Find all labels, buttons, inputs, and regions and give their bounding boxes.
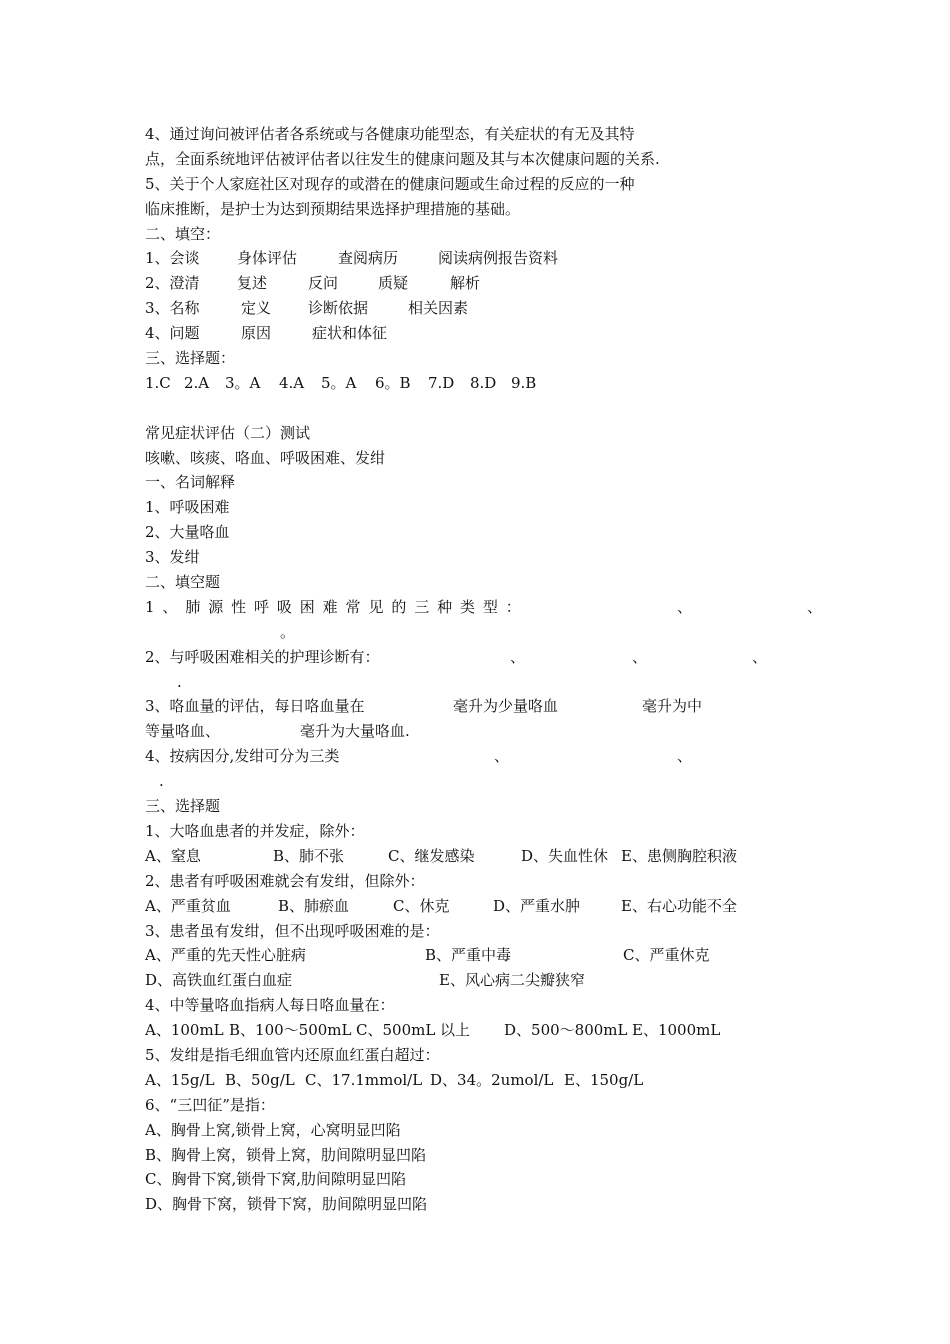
fill-blank-1-char: 1 [145,597,155,616]
fill-blank-2: 2、与呼吸困难相关的护理诊断有： 、 、 、 [145,647,768,666]
question-1: 1、大咯血患者的并发症，除外： [145,821,365,840]
fill-blank-1-char: 呼 [253,597,269,616]
document-page [145,122,825,1217]
fill-blank-1-text [145,595,521,620]
term-item: 3、发绀 [145,548,200,567]
answer-4-line-1: 4、通过询问被评估者各系统或与各健康功能型态，有关症状的有无及其特 [145,125,635,143]
choice-heading: 三、选择题： [145,349,236,368]
fill-blank-1-char: 吸 [276,597,292,616]
fill-answer-row: 1、会谈 身体评估 查阅病历 阅读病例报告资料 [145,249,559,268]
question-2: 2、患者有呼吸困难就会有发绀，但除外： [145,871,425,890]
question-6-option: A、胸骨上窝,锁骨上窝，心窝明显凹陷 [145,1120,401,1139]
fill-blank-1-char: 困 [299,597,315,616]
fill-blank-1-char: 种 [437,597,453,616]
fill-blank-1-char: 源 [208,597,224,616]
fill-blank-1-char: 三 [414,597,430,616]
fill-blank-1-char: 见 [368,597,384,616]
fill-blank-4-end: . [159,772,164,791]
fill-heading: 二、填空： [145,224,221,243]
choice-heading-2: 三、选择题 [145,797,221,816]
test-subtitle: 咳嗽、咳痰、咯血、呼吸困难、发绀 [145,448,386,467]
fill-blank-1-char: 、 [162,597,178,616]
question-3-options: A、严重的先天性心脏病 B、严重中毒 C、严重休克 [145,946,710,965]
fill-blank-1-char: 型 [482,597,498,616]
term-item: 1、呼吸困难 [145,498,230,517]
fill-blank-4: 4、按病因分,发绀可分为三类 、 、 [145,747,693,766]
question-4: 4、中等量咯血指病人每日咯血量在： [145,996,395,1015]
terms-heading: 一、名词解释 [145,473,236,492]
fill-blank-1: 1 、 肺 源 性 呼 吸 困 难 常 见 的 三 种 类 型 ： 、 、 [145,595,825,620]
choice-answers-row: 1.C 2.A 3。A 4.A 5。A 6。B 7.D 8.D 9.B [145,373,537,392]
question-3: 3、患者虽有发绀，但不出现呼吸困难的是： [145,921,440,940]
term-item: 2、大量咯血 [145,523,230,542]
question-6-option: C、胸骨下窝,锁骨下窝,肋间隙明显凹陷 [145,1170,407,1189]
question-4-options: A、100mL B、100～500mL C、500mL 以上 D、500～800mL E、1000mL [145,1021,721,1040]
fill-blank-1-char: 常 [345,597,361,616]
fill-blank-1-char: 的 [391,597,407,616]
answer-4-line-2: 点，全面系统地评估被评估者以往发生的健康问题及其与本次健康问题的关系. [145,149,660,168]
fill-blank-1-char: 性 [231,597,247,616]
fill-blank-3: 3、咯血量的评估，每日咯血量在 毫升为少量咯血 毫升为中 [145,697,703,716]
fill-blank-1-char: ： [505,597,521,616]
question-5-options: A、15g/L B、50g/L C、17.1mmol/L D、34。2umol/L E、150g/L [145,1070,644,1089]
test-title: 常见症状评估（二）测试 [145,423,311,442]
fill-blank-3-cont: 等量咯血、 毫升为大量咯血. [145,722,410,741]
fill-blank-1-char: 类 [460,597,476,616]
fill-blank-1-end: 。 [280,622,296,641]
fill-blank-1-char: 难 [322,597,338,616]
fill-answer-row: 3、名称 定义 诊断依据 相关因素 [145,299,469,318]
question-6: 6、“三凹征”是指： [145,1095,275,1114]
answer-5-line-1: 5、关于个人家庭社区对现存的或潜在的健康问题或生命过程的反应的一种 [145,174,635,193]
question-1-options: A、窒息 B、肺不张 C、继发感染 D、失血性休 E、患侧胸腔积液 [145,846,737,865]
fill-blank-heading: 二、填空题 [145,573,221,592]
fill-blank-2-end: . [177,672,182,691]
question-6-option: D、胸骨下窝，锁骨下窝，肋间隙明显凹陷 [145,1195,428,1214]
fill-blank-1-char: 肺 [185,597,201,616]
fill-answer-row: 2、澄清 复述 反问 质疑 解析 [145,274,481,293]
answer-5-line-2: 临床推断，是护士为达到预期结果选择护理措施的基础。 [145,199,521,218]
question-2-options: A、严重贫血 B、肺瘀血 C、休克 D、严重水肿 E、右心功能不全 [145,896,737,915]
question-6-option: B、胸骨上窝，锁骨上窝，肋间隙明显凹陷 [145,1145,427,1164]
fill-answer-row: 4、问题 原因 症状和体征 [145,324,388,343]
question-3-options: D、高铁血红蛋白血症 E、风心病二尖瓣狭窄 [145,971,585,990]
question-5: 5、发绀是指毛细血管内还原血红蛋白超过： [145,1045,440,1064]
